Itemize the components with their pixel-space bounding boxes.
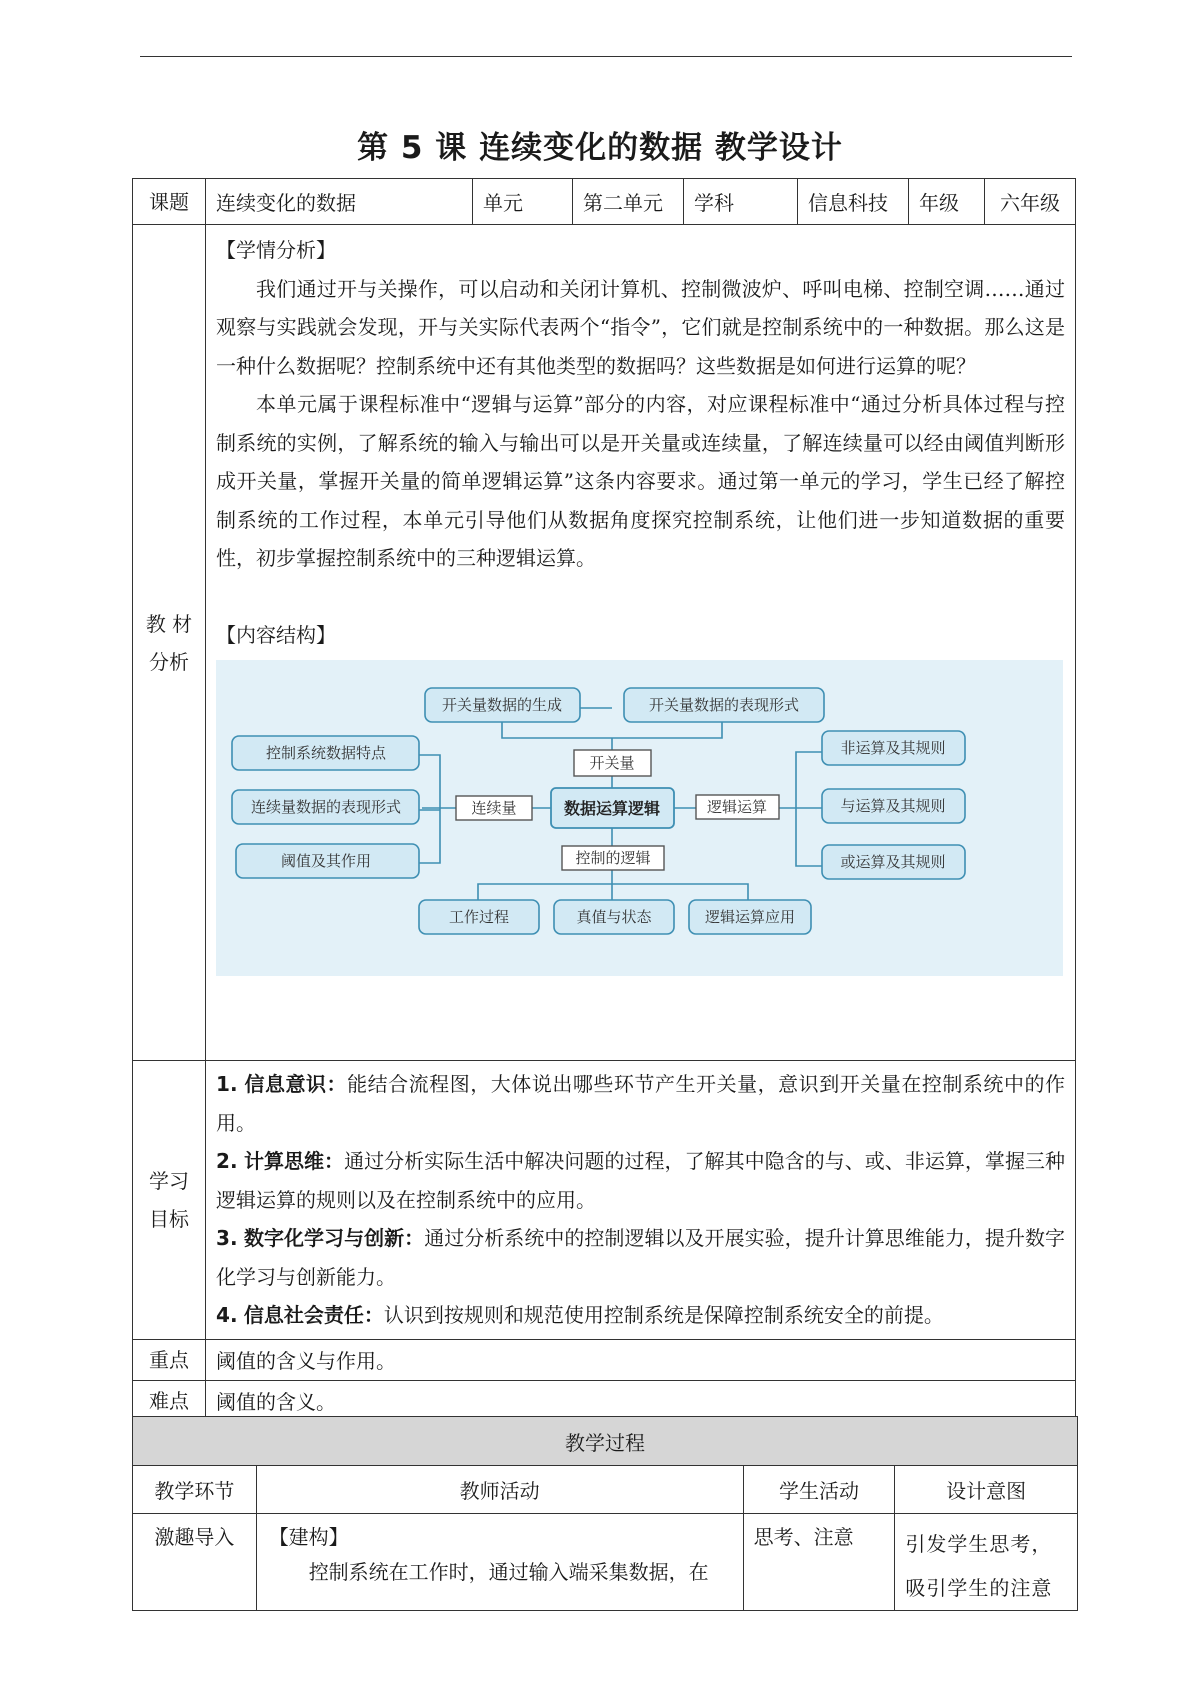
node-top-left-label: 开关量数据的生成 — [442, 696, 563, 714]
goal-3-title: 数字化学习与创新： — [243, 1226, 425, 1250]
stage-value: 激趣导入 — [133, 1514, 257, 1611]
goal-4-title: 信息社会责任： — [243, 1303, 384, 1327]
header-student: 学生活动 — [743, 1466, 895, 1514]
goals-label-line1: 学习 — [149, 1168, 190, 1193]
difficulty-label: 难点 — [133, 1380, 206, 1421]
student-activity: 思考、注意 — [743, 1514, 895, 1611]
process-title-row — [133, 1417, 1078, 1466]
lesson-info-table — [132, 178, 1076, 1422]
node-control-logic-label: 控制的逻辑 — [575, 849, 651, 867]
node-bottom-1-label: 工作过程 — [449, 908, 510, 926]
structure-heading: 【内容结构】 — [216, 622, 337, 647]
node-left-2-label: 连续量数据的表现形式 — [251, 798, 402, 816]
goal-1-num: 1. — [216, 1072, 238, 1096]
teaching-process-table — [132, 1416, 1078, 1611]
node-logic-op-label: 逻辑运算 — [707, 798, 768, 816]
header-rule — [140, 56, 1072, 57]
material-content — [206, 225, 1076, 1061]
goal-item-3 — [216, 1219, 1065, 1296]
goals-row — [133, 1061, 1076, 1340]
header-intent: 设计意图 — [895, 1466, 1078, 1514]
topic-label: 课题 — [133, 179, 206, 225]
node-continuous-label: 连续量 — [471, 799, 517, 817]
analysis-paragraph-1: 我们通过开与关操作，可以启动和关闭计算机、控制微波炉、呼叫电梯、控制空调……通过观察与实践就会发现，开与关实际代表两个“指令”，它们就是控制系统中的一种数据。那么这是一种什么数据呢？控制系统中还有其他类型的数据吗？这些数据是如何进行运算的呢？ — [216, 276, 1065, 378]
material-label-line1: 教 材 — [145, 611, 193, 636]
key-point-row — [133, 1339, 1076, 1380]
key-point-value: 阈值的含义与作用。 — [206, 1339, 1076, 1380]
node-left-1-label: 控制系统数据特点 — [266, 744, 387, 762]
document-title: 第 5 课 连续变化的数据 教学设计 — [357, 130, 843, 166]
goal-1-text: 能结合流程图，大体说出哪些环节产生开关量，意识到开关量在控制系统中的作用。 — [216, 1072, 1066, 1135]
difficulty-value: 阈值的含义。 — [206, 1380, 1076, 1421]
material-label — [133, 225, 206, 1061]
grade-value: 六年级 — [984, 179, 1075, 225]
goals-label-line2: 目标 — [149, 1206, 190, 1231]
difficulty-row — [133, 1380, 1076, 1421]
goals-content — [206, 1061, 1076, 1340]
material-row — [133, 225, 1076, 1061]
material-label-line2: 分析 — [149, 649, 190, 674]
key-point-label: 重点 — [133, 1339, 206, 1380]
subject-value: 信息科技 — [797, 179, 908, 225]
analysis-paragraph-2: 本单元属于课程标准中“逻辑与运算”部分的内容，对应课程标准中“通过分析具体过程与控制系统的实例，了解系统的输入与输出可以是开关量或连续量，了解连续量可以经由阈值判断形成开关量，掌握开关量的简单逻辑运算”这条内容要求。通过第一单元的学习，学生已经了解控制系统的工作过程，本单元引导他们从数据角度探究控制系统，让他们进一步知道数据的重要性，初步掌握控制系统中的三种逻辑运算。 — [216, 392, 1065, 570]
header-teacher: 教师活动 — [256, 1466, 743, 1514]
node-right-3-label: 或运算及其规则 — [840, 853, 946, 871]
process-row-1 — [133, 1514, 1078, 1611]
goal-item-1 — [216, 1065, 1065, 1142]
design-intent: 引发学生思考，吸引学生的注意 — [895, 1514, 1078, 1611]
teacher-heading: 【建构】 — [268, 1525, 349, 1549]
node-center-label: 数据运算逻辑 — [564, 799, 661, 818]
analysis-heading: 【学情分析】 — [216, 238, 337, 262]
content-structure-diagram — [216, 660, 1063, 976]
goal-2-text: 通过分析实际生活中解决问题的过程，了解其中隐含的与、或、非运算，掌握三种逻辑运算的规则以及在控制系统中的应用。 — [216, 1149, 1066, 1212]
node-right-2-label: 与运算及其规则 — [840, 797, 946, 815]
goals-label — [133, 1061, 206, 1340]
node-top-right-label: 开关量数据的表现形式 — [649, 696, 800, 714]
node-bottom-3-label: 逻辑运算应用 — [705, 908, 796, 926]
process-header-row — [133, 1466, 1078, 1514]
teacher-text: 控制系统在工作时，通过输入端采集数据，在 — [308, 1560, 709, 1584]
goal-4-num: 4. — [216, 1303, 238, 1327]
goal-item-2 — [216, 1142, 1065, 1219]
node-bottom-2-label: 真值与状态 — [576, 908, 652, 926]
process-title: 教学过程 — [133, 1417, 1078, 1466]
node-switch-label: 开关量 — [589, 754, 635, 772]
goal-4-text: 认识到按规则和规范使用控制系统是保障控制系统安全的前提。 — [383, 1303, 944, 1327]
goal-2-num: 2. — [216, 1149, 238, 1173]
goal-2-title: 计算思维： — [243, 1149, 345, 1173]
header-row — [133, 179, 1076, 225]
goal-3-num: 3. — [216, 1226, 238, 1250]
teacher-activity — [256, 1514, 743, 1611]
node-right-1-label: 非运算及其规则 — [840, 739, 946, 757]
subject-label: 学科 — [683, 179, 797, 225]
grade-label: 年级 — [908, 179, 984, 225]
header-stage: 教学环节 — [133, 1466, 257, 1514]
goal-item-4 — [216, 1296, 1065, 1335]
unit-value: 第二单元 — [573, 179, 684, 225]
unit-label: 单元 — [473, 179, 573, 225]
goal-1-title: 信息意识： — [244, 1072, 348, 1096]
topic-value: 连续变化的数据 — [206, 179, 473, 225]
goal-3-text: 通过分析系统中的控制逻辑以及开展实验，提升计算思维能力，提升数字化学习与创新能力。 — [216, 1226, 1066, 1289]
node-left-3-label: 阈值及其作用 — [281, 852, 372, 870]
